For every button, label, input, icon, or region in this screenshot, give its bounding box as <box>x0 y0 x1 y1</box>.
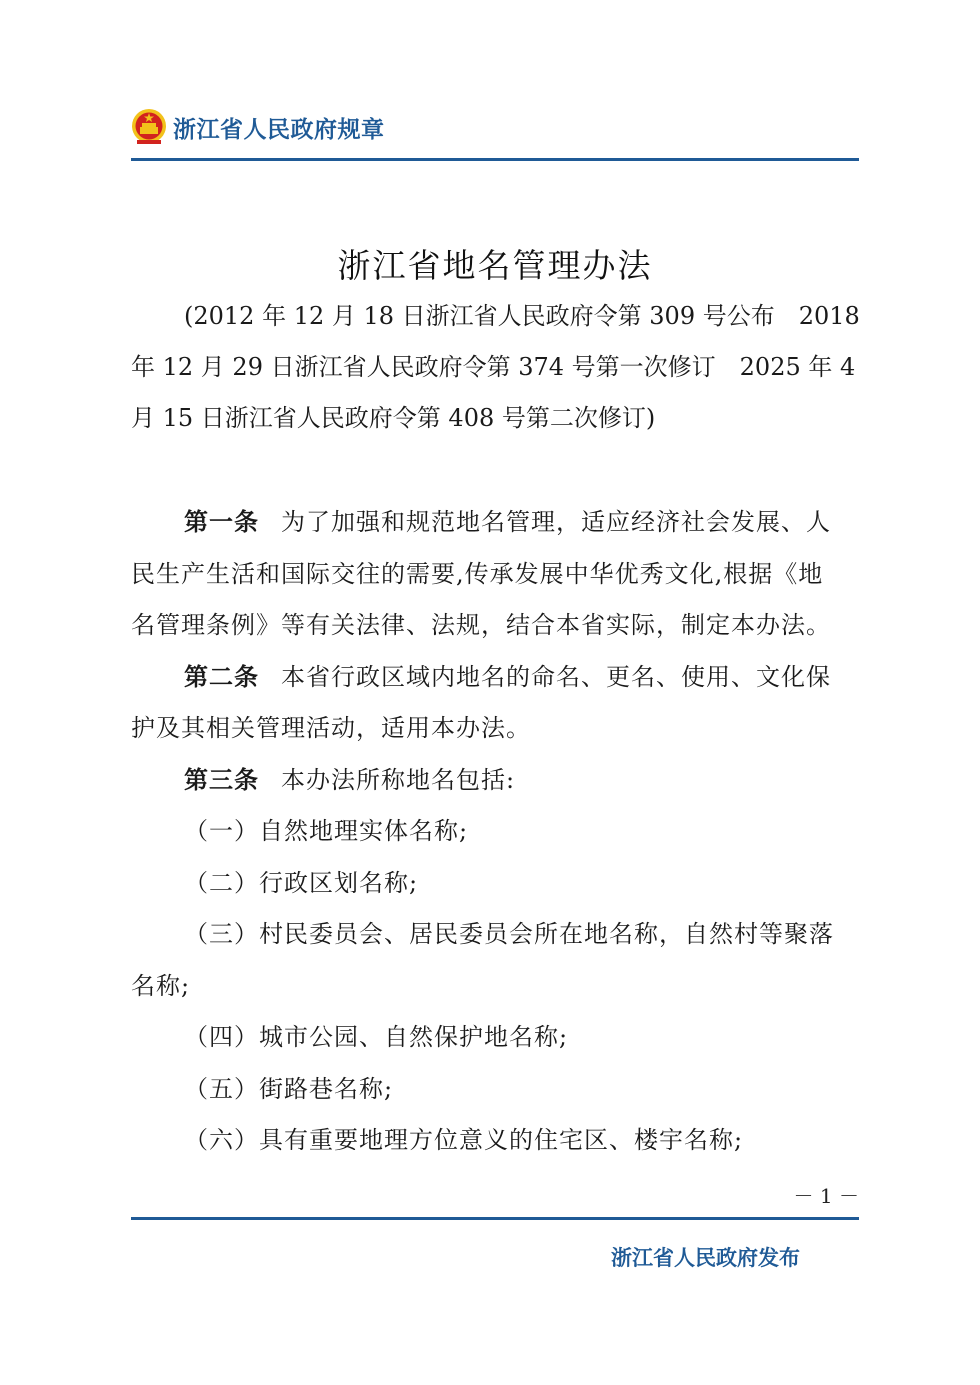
header-title: 浙江省人民政府规章 <box>173 116 385 143</box>
header-divider <box>131 158 859 161</box>
article-1-line: 名管理条例》等有关法律、法规，结合本省实际，制定本办法。 <box>131 611 831 639</box>
article-3-label: 第三条 <box>184 765 259 794</box>
list-item: （四）城市公园、自然保护地名称; <box>184 1023 569 1051</box>
list-item: （三）村民委员会、居民委员会所在地名称，自然村等聚落 <box>184 920 834 948</box>
revision-note-line: 年 12 月 29 日浙江省人民政府令第 374 号第一次修订 2025 年 4 <box>131 353 856 381</box>
list-item: （一）自然地理实体名称; <box>184 817 469 845</box>
article-1-line <box>131 497 859 549</box>
article-2-line <box>131 652 859 704</box>
article-2-text: 本省行政区域内地名的命名、更名、使用、文化保 <box>281 662 831 691</box>
article-3-text: 本办法所称地名包括: <box>281 765 516 794</box>
article-1-text: 为了加强和规范地名管理，适应经济社会发展、人 <box>281 508 831 536</box>
article-1-label: 第一条 <box>184 508 259 536</box>
national-emblem-icon <box>131 107 167 147</box>
footer-publisher: 浙江省人民政府发布 <box>611 1246 800 1270</box>
revision-note-line: 月 15 日浙江省人民政府令第 408 号第二次修订) <box>131 404 656 432</box>
article-2-line: 护及其相关管理活动，适用本办法。 <box>131 714 531 742</box>
revision-note <box>131 291 859 444</box>
footer-divider <box>131 1217 859 1220</box>
page-header <box>131 104 859 150</box>
document-title: 浙江省地名管理办法 <box>337 246 653 285</box>
article-1-line: 民生产生活和国际交往的需要,传承发展中华优秀文化,根据《地 <box>131 559 824 588</box>
revision-note-line: (2012 年 12 月 18 日浙江省人民政府令第 309 号公布 2018 <box>184 302 860 330</box>
page-number: － 1 － <box>793 1184 859 1208</box>
list-item: （五）街路巷名称; <box>184 1074 394 1103</box>
list-item: （二）行政区划名称; <box>184 868 419 897</box>
article-3-line <box>131 755 859 807</box>
article-2-label: 第二条 <box>184 662 259 691</box>
list-item: （六）具有重要地理方位意义的住宅区、楼宇名称; <box>184 1126 744 1154</box>
document-body <box>131 497 859 1167</box>
list-item-continuation: 名称; <box>131 971 191 1000</box>
